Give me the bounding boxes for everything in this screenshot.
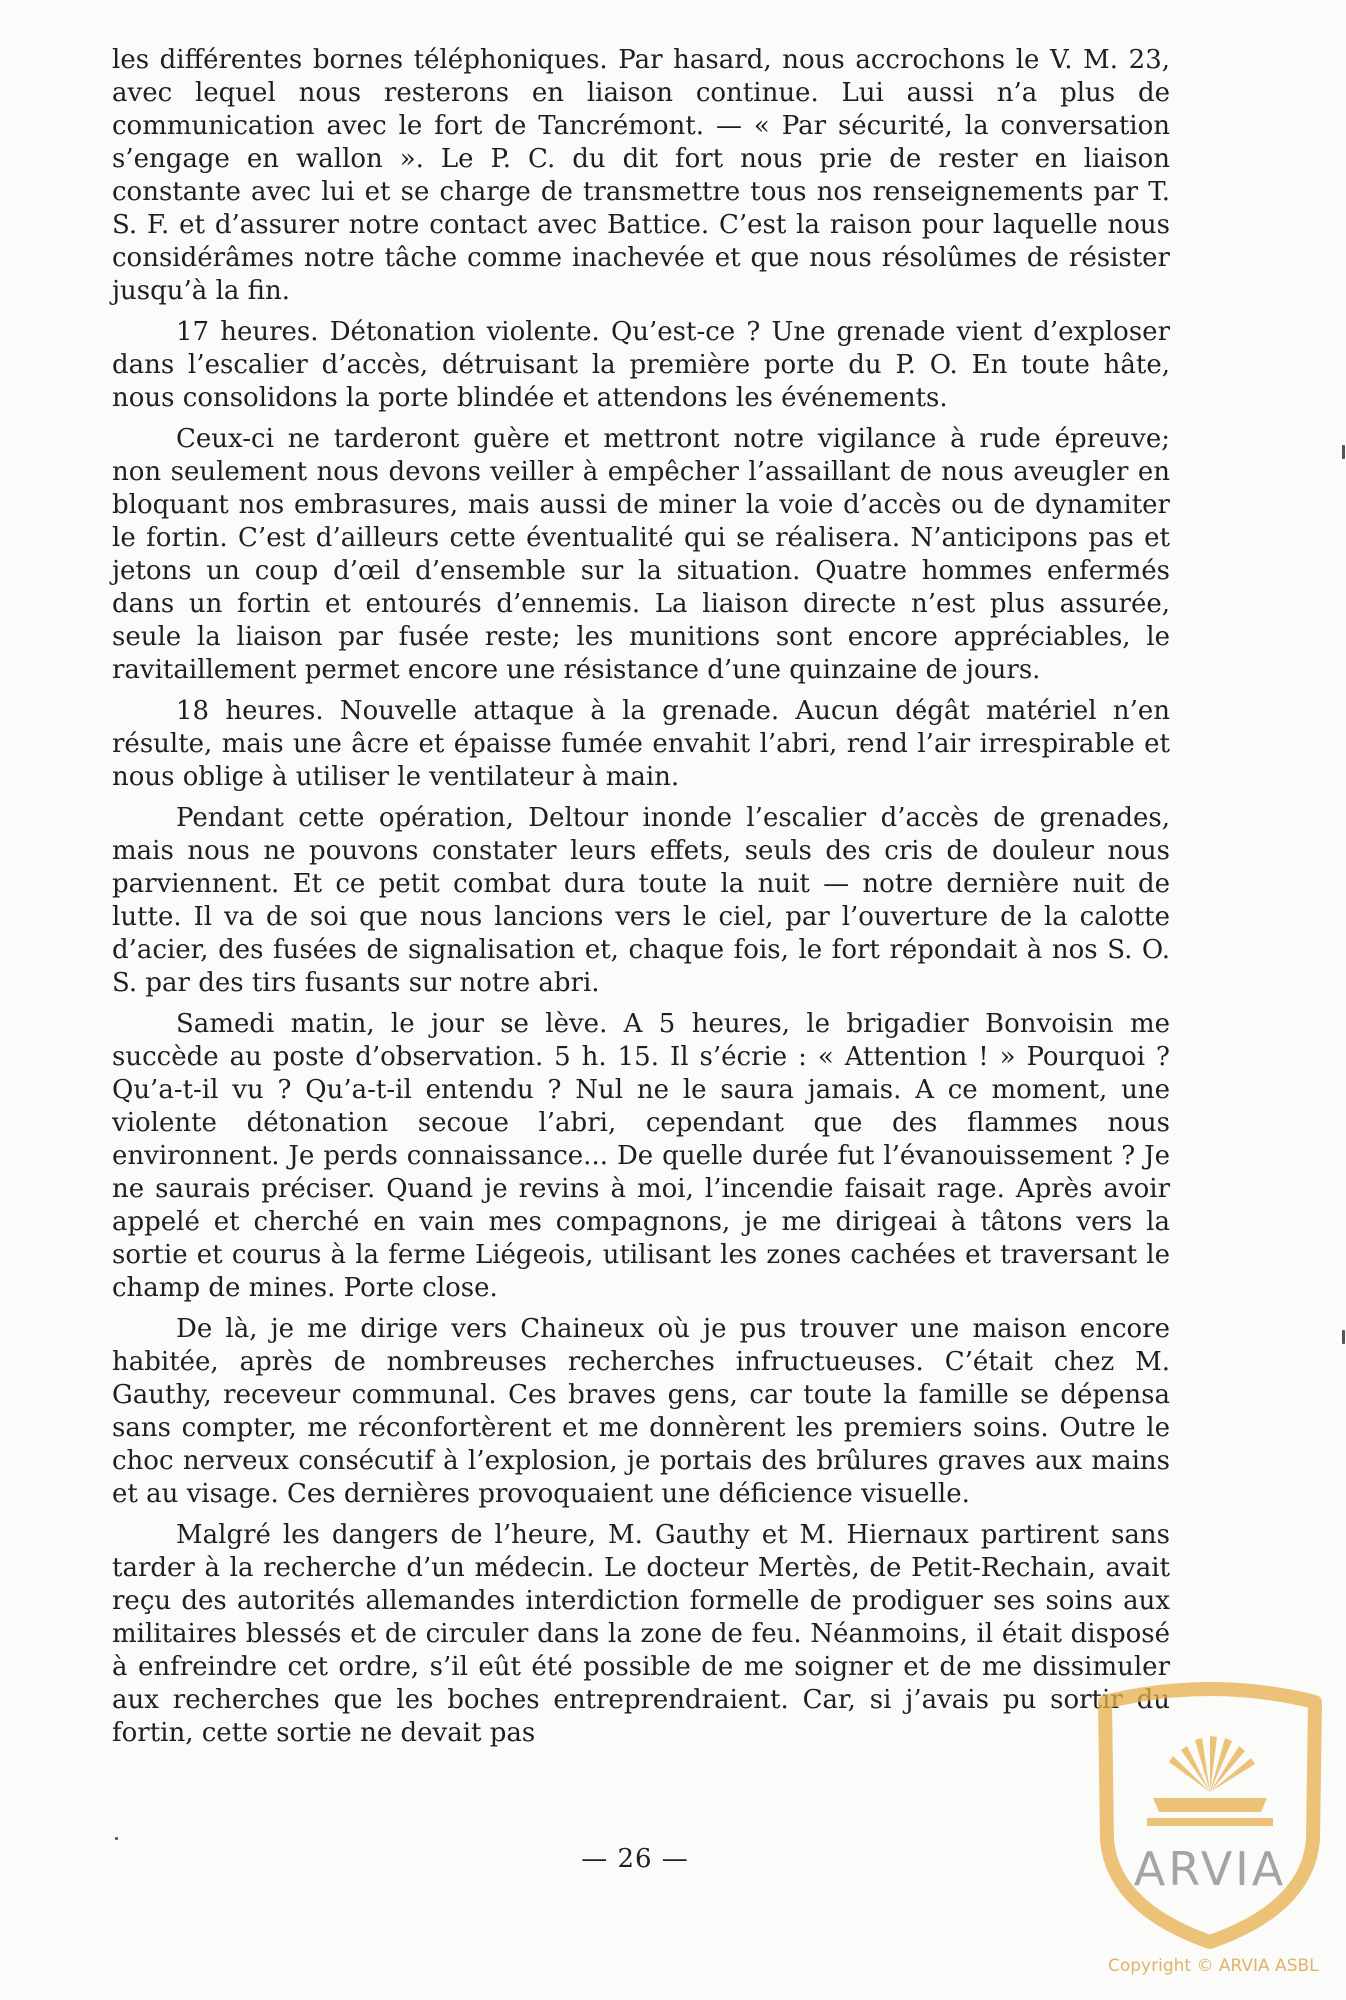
- scan-speck: [1342, 1330, 1345, 1344]
- scan-speck: [1342, 445, 1345, 459]
- paragraph-1: les différentes bornes téléphoniques. Par hasard, nous accrochons le V. M. 23, avec lequel nous resterons en liaison continue. Lui aussi n’a plus de communication avec le fort de Tancrémont. — « Par sécurité, la conversation s’engage en wallon ». Le P. C. du dit fort nous prie de rester en liaison constante avec lui et se charge de transmettre tous nos renseignements par T. S. F. et d’assurer notre contact avec Battice. C’est la raison pour laquelle nous considérâmes notre tâche comme inachevée et que nous résolûmes de résister jusqu’à la fin.: [112, 45, 1170, 306]
- paragraph-2: 17 heures. Détonation violente. Qu’est-ce ? Une grenade vient d’exploser dans l’escalier d’accès, détruisant la première porte du P. O. En toute hâte, nous consolidons la porte blindée et attendons les événements.: [112, 317, 1170, 413]
- svg-text:ARVIA: ARVIA: [1133, 1842, 1287, 1896]
- paragraph-6: Samedi matin, le jour se lève. A 5 heures, le brigadier Bonvoisin me succède au poste d’observation. 5 h. 15. Il s’écrie : « Attention ! » Pourquoi ? Qu’a-t-il vu ? Qu’a-t-il entendu ? Nul ne le saura jamais. A ce moment, une violente détonation secoue l’abri, cependant que des flammes nous environnent. Je perds connaissance... De quelle durée fut l’évanouissement ? Je ne saurais préciser. Quand je revins à moi, l’incendie faisait rage. Après avoir appelé et cherché en vain mes compagnons, je me dirigeai à tâtons vers la sortie et courus à la ferme Liégeois, utilisant les zones cachées et traversant le champ de mines. Porte close.: [112, 1009, 1170, 1303]
- paragraph-7: De là, je me dirige vers Chaineux où je pus trouver une maison encore habitée, après de nombreuses recherches infructueuses. C’était chez M. Gauthy, receveur communal. Ces braves gens, car toute la famille se dépensa sans compter, me réconfortèrent et me donnèrent les premiers soins. Outre le choc nerveux consécutif à l’explosion, je portais des brûlures graves aux mains et au visage. Ces dernières provoquaient une déficience visuelle.: [112, 1314, 1170, 1509]
- paragraph-5: Pendant cette opération, Deltour inonde l’escalier d’accès de grenades, mais nous ne pouvons constater leurs effets, seuls des cris de douleur nous parviennent. Et ce petit combat dura toute la nuit — notre dernière nuit de lutte. Il va de soi que nous lancions vers le ciel, par l’ouverture de la calotte d’acier, des fusées de signalisation et, chaque fois, le fort répondait à nos S. O. S. par des tirs fusants sur notre abri.: [112, 803, 1170, 998]
- paragraph-3: Ceux-ci ne tarderont guère et mettront notre vigilance à rude épreuve; non seulement nous devons veiller à empêcher l’assaillant de nous aveugler en bloquant nos embrasures, mais aussi de miner la voie d’accès ou de dynamiter le fortin. C’est d’ailleurs cette éventualité qui se réalisera. N’anticipons pas et jetons un coup d’œil d’ensemble sur la situation. Quatre hommes enfermés dans un fortin et entourés d’ennemis. La liaison directe n’est plus assurée, seule la liaison par fusée reste; les munitions sont encore appréciables, le ravitaillement permet encore une résistance d’une quinzaine de jours.: [112, 424, 1170, 685]
- scan-speck: [115, 1837, 118, 1840]
- page-body: [112, 44, 1170, 1758]
- arvia-watermark-logo: [1085, 1680, 1335, 1950]
- paragraph-4: 18 heures. Nouvelle attaque à la grenade. Aucun dégât matériel n’en résulte, mais une âcre et épaisse fumée envahit l’abri, rend l’air irrespirable et nous oblige à utiliser le ventilateur à main.: [112, 696, 1170, 792]
- paragraph-8: Malgré les dangers de l’heure, M. Gauthy et M. Hiernaux partirent sans tarder à la recherche d’un médecin. Le docteur Mertès, de Petit-Rechain, avait reçu des autorités allemandes interdiction formelle de prodiguer ses soins aux militaires blessés et de circuler dans la zone de feu. Néanmoins, il était disposé à enfreindre cet ordre, s’il eût été possible de me soigner et de me dissimuler aux recherches que les boches entreprendraient. Car, si j’avais pu sortir du fortin, cette sortie ne devait pas: [112, 1520, 1170, 1748]
- copyright-notice: Copyright © ARVIA ASBL: [1108, 1956, 1319, 1976]
- page-number: — 26 —: [581, 1844, 689, 1874]
